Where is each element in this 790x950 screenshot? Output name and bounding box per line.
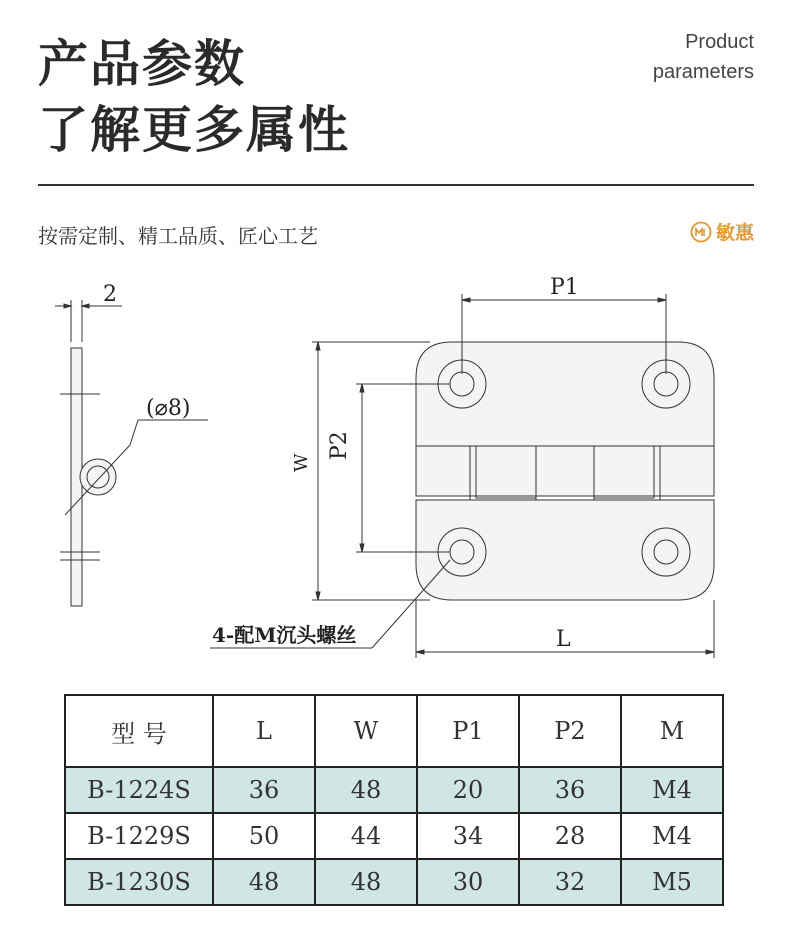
col-header-p1: P1: [417, 695, 519, 767]
cell-p1: 30: [417, 859, 519, 905]
cell-w: 48: [315, 859, 417, 905]
col-header-l: L: [213, 695, 315, 767]
p1-label: P1: [550, 275, 579, 300]
cell-model: B-1230S: [65, 859, 213, 905]
cell-m: M5: [621, 859, 723, 905]
hole-diameter-label: (⌀8): [146, 396, 191, 421]
side-view: [55, 300, 208, 606]
table-row: [65, 767, 723, 813]
col-header-w: W: [315, 695, 417, 767]
hinge-technical-drawing: [0, 270, 790, 670]
cell-l: 50: [213, 813, 315, 859]
brand-logo-icon: [690, 221, 712, 243]
col-header-m: M: [621, 695, 723, 767]
col-header-model: 型 号: [65, 695, 213, 767]
l-label: L: [556, 627, 571, 652]
tagline: 按需定制、精工品质、匠心工艺: [38, 224, 318, 248]
front-view: [210, 294, 714, 658]
english-title-line-1: Product: [685, 31, 754, 53]
col-header-p2: P2: [519, 695, 621, 767]
cell-l: 36: [213, 767, 315, 813]
cell-p1: 34: [417, 813, 519, 859]
cell-w: 48: [315, 767, 417, 813]
english-title-line-2: parameters: [652, 61, 754, 83]
cell-p1: 20: [417, 767, 519, 813]
spec-table: [64, 694, 724, 906]
thickness-label: 2: [103, 282, 117, 307]
page-title-line-1: 产品参数: [38, 35, 246, 93]
brand: [690, 218, 754, 245]
cell-w: 44: [315, 813, 417, 859]
cell-p2: 28: [519, 813, 621, 859]
screw-label: 4-配M沉头螺丝: [212, 623, 357, 647]
table-header-row: [65, 695, 723, 767]
cell-model: B-1229S: [65, 813, 213, 859]
header-divider: [38, 184, 754, 186]
cell-p2: 36: [519, 767, 621, 813]
cell-p2: 32: [519, 859, 621, 905]
page-title-line-2: 了解更多属性: [38, 101, 350, 159]
cell-m: M4: [621, 767, 723, 813]
cell-m: M4: [621, 813, 723, 859]
p2-label: P2: [327, 431, 352, 460]
cell-model: B-1224S: [65, 767, 213, 813]
w-label: W: [291, 453, 312, 472]
brand-name: 敏惠: [715, 222, 754, 244]
cell-l: 48: [213, 859, 315, 905]
table-row: [65, 813, 723, 859]
table-row: [65, 859, 723, 905]
